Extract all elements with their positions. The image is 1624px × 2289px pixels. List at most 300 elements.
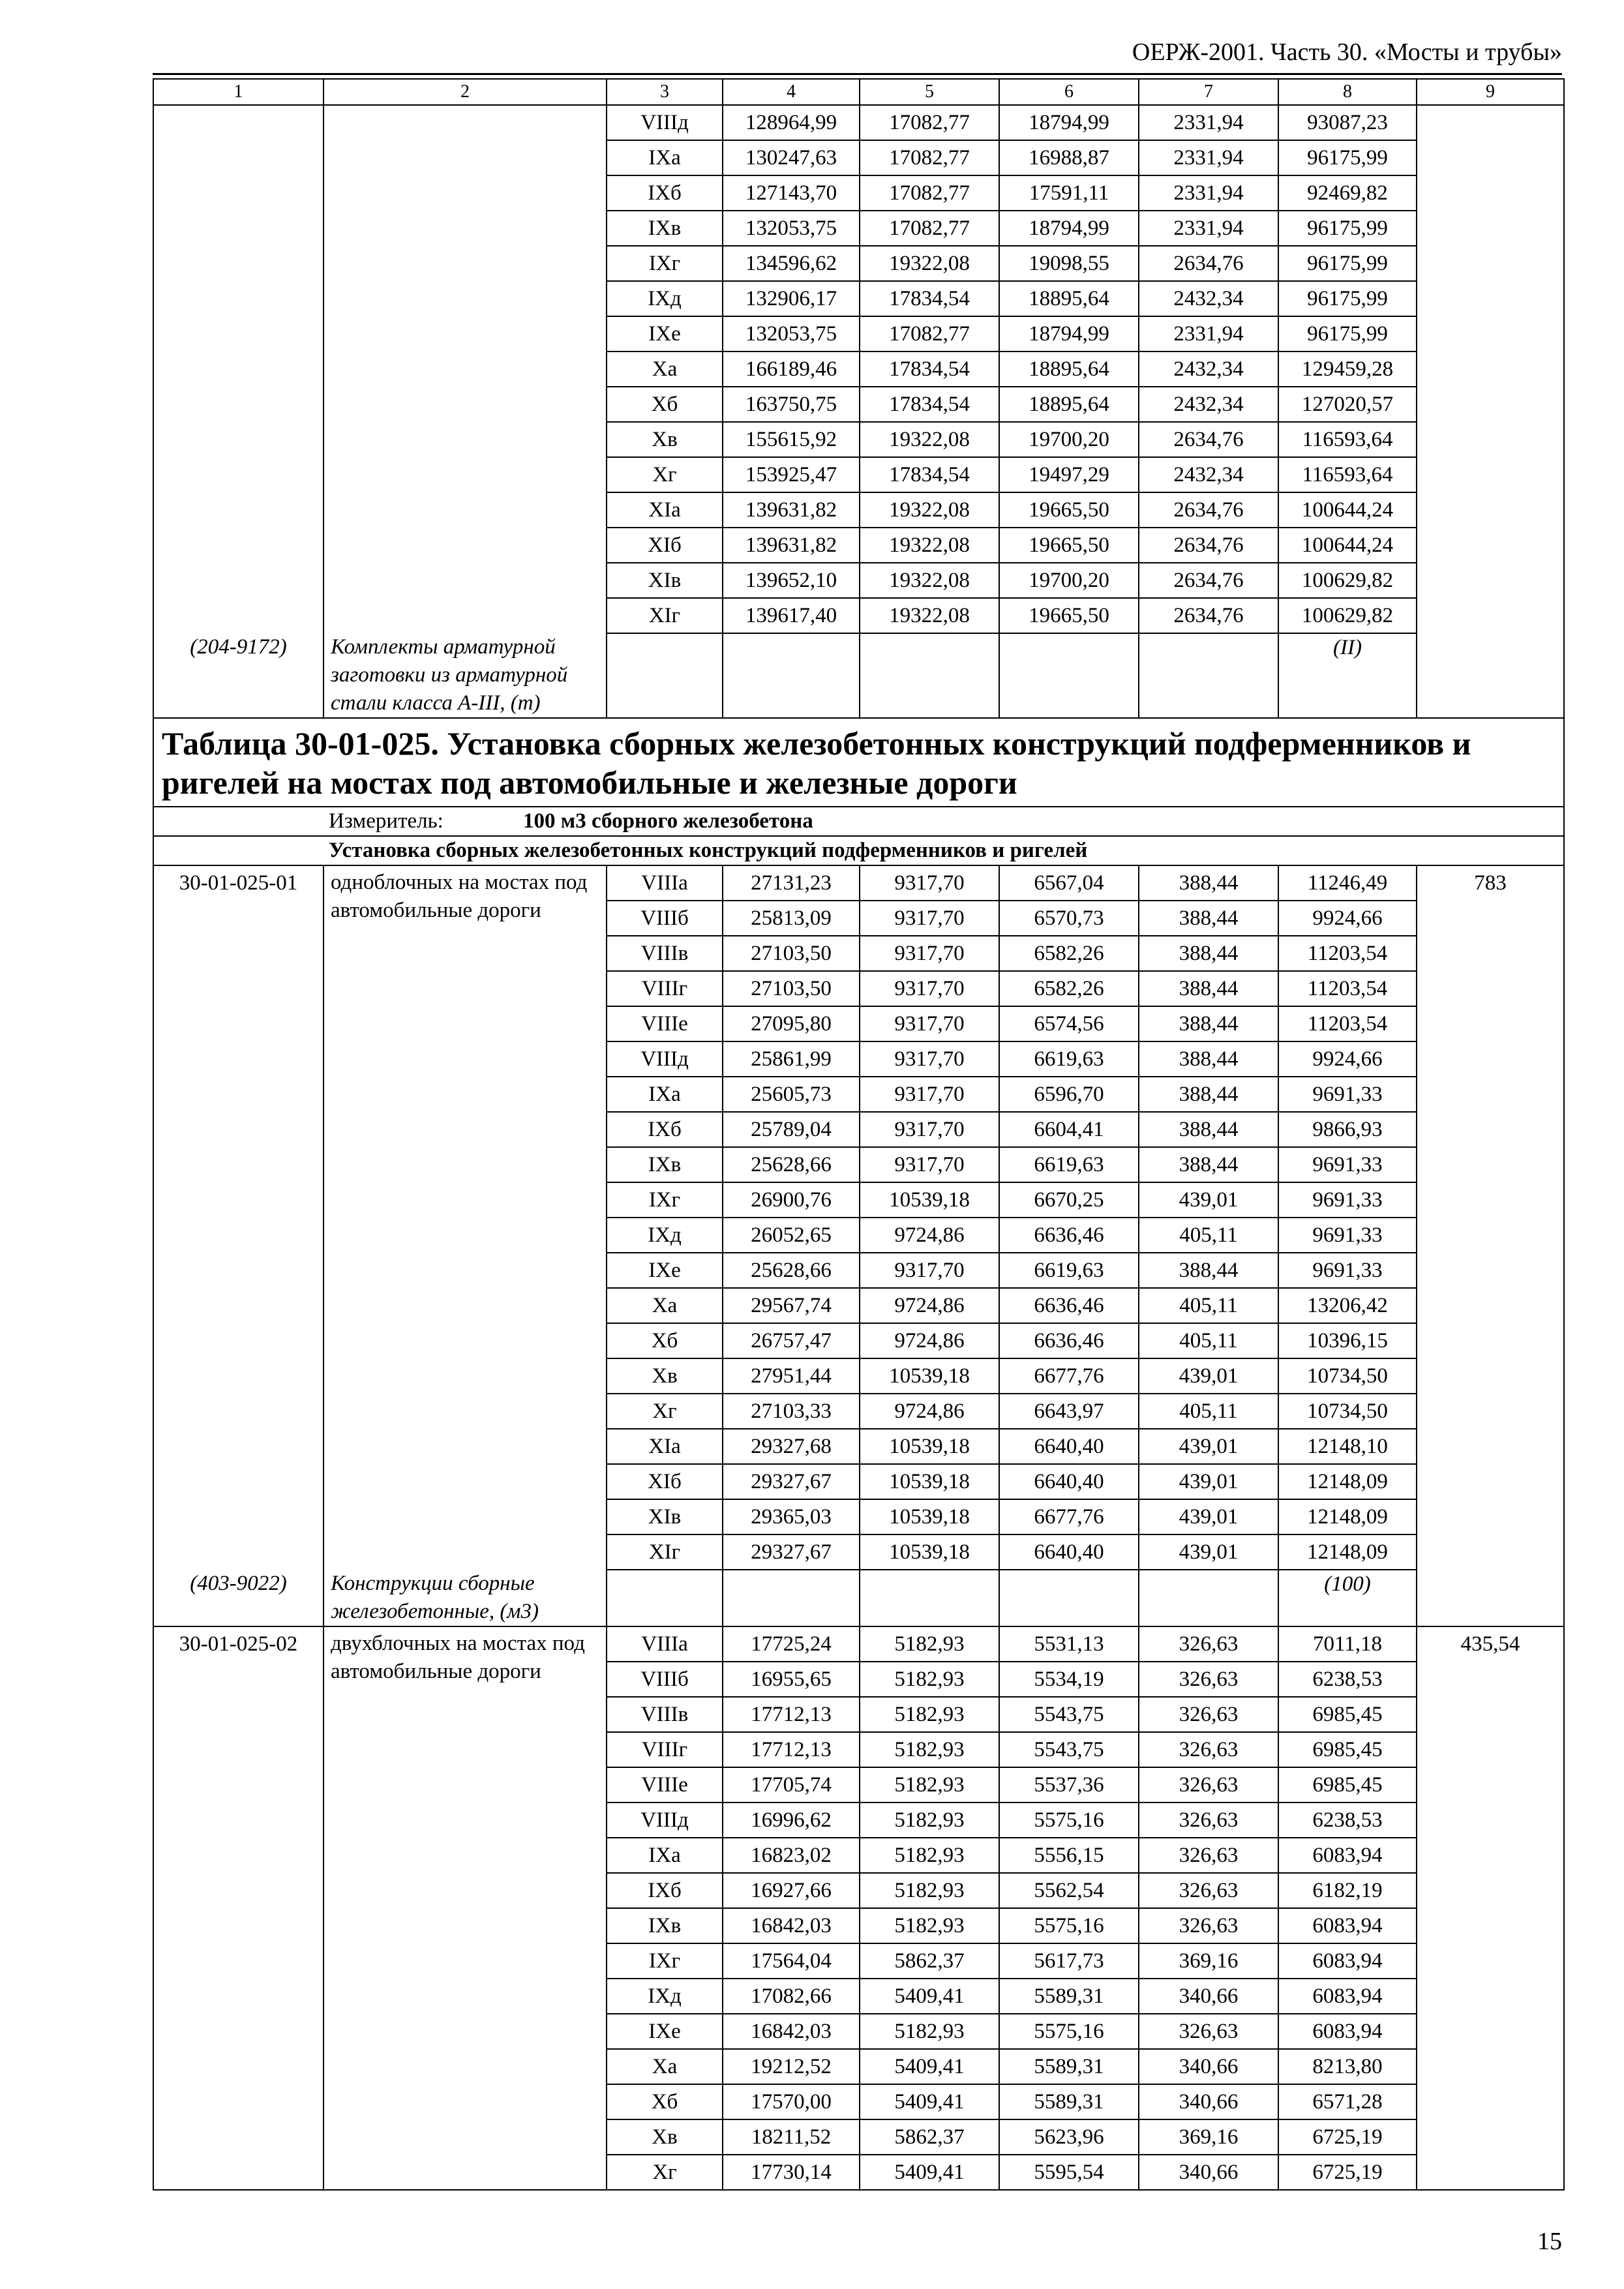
name-cell — [323, 1979, 607, 2014]
subheading-row — [153, 836, 1564, 865]
col9-cell — [1417, 1908, 1564, 1943]
value-cell: 5556,15 — [999, 1838, 1139, 1873]
value-cell: 5182,93 — [860, 1662, 999, 1697]
value-cell: 5182,93 — [860, 1767, 999, 1803]
col9-cell — [1417, 1803, 1564, 1838]
zone-code: IXa — [607, 1077, 723, 1112]
value-cell: 139631,82 — [723, 492, 860, 528]
value-cell: 6985,45 — [1278, 1767, 1417, 1803]
code-cell — [153, 175, 323, 211]
value-cell: 17082,77 — [860, 105, 999, 140]
zone-code: Xa — [607, 352, 723, 387]
value-cell: 6083,94 — [1278, 1908, 1417, 1943]
value-cell: 2634,76 — [1139, 563, 1278, 598]
col9-cell — [1417, 492, 1564, 528]
value-cell: 17712,13 — [723, 1697, 860, 1732]
value-cell: 12148,10 — [1278, 1429, 1417, 1464]
code-cell — [153, 936, 323, 971]
value-cell: 29327,67 — [723, 1464, 860, 1499]
value-cell: 17082,77 — [860, 140, 999, 175]
col9-cell — [1417, 1429, 1564, 1464]
value-cell: 25813,09 — [723, 901, 860, 936]
table-row — [153, 2084, 1564, 2119]
value-cell: 10734,50 — [1278, 1358, 1417, 1394]
name-cell — [323, 1323, 607, 1358]
value-cell: 16927,66 — [723, 1873, 860, 1908]
col9-cell — [1417, 352, 1564, 387]
name-cell — [323, 2049, 607, 2084]
name-cell — [323, 598, 607, 633]
name-cell — [323, 1838, 607, 1873]
name-cell — [323, 563, 607, 598]
value-cell: 5182,93 — [860, 1697, 999, 1732]
table-row — [153, 598, 1564, 633]
value-cell: 405,11 — [1139, 1218, 1278, 1253]
resource-code: (204-9172) — [153, 633, 323, 718]
table-row — [153, 1077, 1564, 1112]
code-cell — [153, 1358, 323, 1394]
value-cell: 5531,13 — [999, 1626, 1139, 1662]
name-cell — [323, 1908, 607, 1943]
column-number: 3 — [607, 79, 723, 105]
value-cell: 17082,77 — [860, 316, 999, 352]
value-cell: 6725,19 — [1278, 2155, 1417, 2190]
value-cell: 326,63 — [1139, 1767, 1278, 1803]
value-cell: 2331,94 — [1139, 211, 1278, 246]
code-cell — [153, 492, 323, 528]
value-cell: 17730,14 — [723, 2155, 860, 2190]
empty-cell — [723, 1570, 860, 1626]
col9-cell — [1417, 1253, 1564, 1288]
value-cell: 16996,62 — [723, 1803, 860, 1838]
value-cell: 96175,99 — [1278, 140, 1417, 175]
value-cell: 8213,80 — [1278, 2049, 1417, 2084]
code-cell — [153, 316, 323, 352]
value-cell: 6677,76 — [999, 1499, 1139, 1534]
zone-code: XIг — [607, 598, 723, 633]
empty-cell — [999, 1570, 1139, 1626]
value-cell: 6083,94 — [1278, 2014, 1417, 2049]
value-cell: 388,44 — [1139, 1147, 1278, 1182]
table-row — [153, 1253, 1564, 1288]
value-cell: 10396,15 — [1278, 1323, 1417, 1358]
name-cell — [323, 1253, 607, 1288]
table-row — [153, 1908, 1564, 1943]
value-cell: 9924,66 — [1278, 1041, 1417, 1077]
value-cell: 6604,41 — [999, 1112, 1139, 1147]
name-cell — [323, 105, 607, 140]
value-cell: 27095,80 — [723, 1006, 860, 1041]
value-cell: 139617,40 — [723, 598, 860, 633]
col9-cell — [1417, 1218, 1564, 1253]
value-cell: 5589,31 — [999, 2084, 1139, 2119]
table-row — [153, 387, 1564, 422]
table-title: Таблица 30-01-025. Установка сборных железобетонных конструкций подферменников и ригелей на мостах под автомобильные и железные дороги — [153, 718, 1564, 807]
value-cell: 26052,65 — [723, 1218, 860, 1253]
zone-code: XIв — [607, 1499, 723, 1534]
name-cell — [323, 140, 607, 175]
value-cell: 5589,31 — [999, 2049, 1139, 2084]
value-cell: 9317,70 — [860, 865, 999, 901]
name-cell — [323, 175, 607, 211]
value-cell: 9724,86 — [860, 1323, 999, 1358]
code-cell — [153, 281, 323, 316]
value-cell: 19497,29 — [999, 457, 1139, 492]
code-cell — [153, 2084, 323, 2119]
code-cell — [153, 901, 323, 936]
value-cell: 9724,86 — [860, 1394, 999, 1429]
table-row — [153, 1626, 1564, 1662]
value-cell: 27103,50 — [723, 971, 860, 1006]
col9-cell — [1417, 1358, 1564, 1394]
value-cell: 19700,20 — [999, 563, 1139, 598]
zone-code: VIIIг — [607, 971, 723, 1006]
value-cell: 163750,75 — [723, 387, 860, 422]
value-cell: 388,44 — [1139, 1112, 1278, 1147]
resource-row — [153, 633, 1564, 718]
table-row — [153, 1979, 1564, 2014]
empty-cell — [860, 1570, 999, 1626]
value-cell: 9724,86 — [860, 1218, 999, 1253]
value-cell: 19322,08 — [860, 492, 999, 528]
code-cell — [153, 1323, 323, 1358]
resource-code: (403-9022) — [153, 1570, 323, 1626]
table-row — [153, 865, 1564, 901]
table-row — [153, 1006, 1564, 1041]
value-cell: 19665,50 — [999, 598, 1139, 633]
zone-code: IXд — [607, 281, 723, 316]
col9-cell — [1417, 1662, 1564, 1697]
resource-row — [153, 1570, 1564, 1626]
entry-code: 30-01-025-01 — [153, 865, 323, 901]
name-cell — [323, 422, 607, 457]
value-cell: 6238,53 — [1278, 1803, 1417, 1838]
table-row — [153, 2014, 1564, 2049]
code-cell — [153, 1534, 323, 1570]
empty-cell — [607, 633, 723, 718]
zone-code: Xв — [607, 422, 723, 457]
table-row — [153, 2155, 1564, 2190]
value-cell: 6636,46 — [999, 1288, 1139, 1323]
col9-cell — [1417, 1006, 1564, 1041]
name-cell — [323, 492, 607, 528]
empty-cell — [607, 1570, 723, 1626]
value-cell: 16842,03 — [723, 1908, 860, 1943]
value-cell: 5182,93 — [860, 2014, 999, 2049]
table-row — [153, 1358, 1564, 1394]
value-cell: 2634,76 — [1139, 422, 1278, 457]
table-row — [153, 528, 1564, 563]
value-cell: 326,63 — [1139, 1662, 1278, 1697]
value-cell: 17591,11 — [999, 175, 1139, 211]
col9-cell — [1417, 1499, 1564, 1534]
code-cell — [153, 140, 323, 175]
entry-code: 30-01-025-02 — [153, 1626, 323, 1662]
value-cell: 6636,46 — [999, 1323, 1139, 1358]
meter-cell — [153, 807, 1564, 836]
value-cell: 2432,34 — [1139, 387, 1278, 422]
table-row — [153, 1182, 1564, 1218]
zone-code: VIIIб — [607, 901, 723, 936]
name-cell — [323, 352, 607, 387]
zone-code: VIIIв — [607, 1697, 723, 1732]
zone-code: IXд — [607, 1218, 723, 1253]
zone-code: IXa — [607, 140, 723, 175]
value-cell: 96175,99 — [1278, 246, 1417, 281]
value-cell: 6619,63 — [999, 1147, 1139, 1182]
code-cell — [153, 422, 323, 457]
zone-code: IXе — [607, 1253, 723, 1288]
value-cell: 5543,75 — [999, 1732, 1139, 1767]
value-cell: 2634,76 — [1139, 246, 1278, 281]
value-cell: 11203,54 — [1278, 971, 1417, 1006]
col9-cell — [1417, 1979, 1564, 2014]
table-row — [153, 1323, 1564, 1358]
name-cell — [323, 1429, 607, 1464]
value-cell: 369,16 — [1139, 2119, 1278, 2155]
value-cell: 5543,75 — [999, 1697, 1139, 1732]
name-cell — [323, 1499, 607, 1534]
value-cell: 18895,64 — [999, 387, 1139, 422]
zone-code: Xб — [607, 387, 723, 422]
value-cell: 10539,18 — [860, 1182, 999, 1218]
code-cell — [153, 1394, 323, 1429]
col9-cell — [1417, 1041, 1564, 1077]
value-cell: 93087,23 — [1278, 105, 1417, 140]
value-cell: 10539,18 — [860, 1429, 999, 1464]
col9-cell — [1417, 422, 1564, 457]
value-cell: 19212,52 — [723, 2049, 860, 2084]
value-cell: 17712,13 — [723, 1732, 860, 1767]
value-cell: 388,44 — [1139, 971, 1278, 1006]
value-cell: 326,63 — [1139, 1626, 1278, 1662]
value-cell: 388,44 — [1139, 1041, 1278, 1077]
value-cell: 16955,65 — [723, 1662, 860, 1697]
subheading: Установка сборных железобетонных конструкций подферменников и ригелей — [153, 836, 1564, 865]
empty-cell — [1139, 633, 1278, 718]
value-cell: 5862,37 — [860, 1943, 999, 1979]
value-cell: 100629,82 — [1278, 563, 1417, 598]
value-cell: 9317,70 — [860, 1253, 999, 1288]
name-cell — [323, 1464, 607, 1499]
name-cell — [323, 1873, 607, 1908]
empty-cell — [1139, 1570, 1278, 1626]
col9-cell — [1417, 1732, 1564, 1767]
table-title-row — [153, 718, 1564, 807]
table-row — [153, 1394, 1564, 1429]
value-cell: 5562,54 — [999, 1873, 1139, 1908]
value-cell: 100629,82 — [1278, 598, 1417, 633]
value-cell: 134596,62 — [723, 246, 860, 281]
value-cell: 27103,33 — [723, 1394, 860, 1429]
col9-cell — [1417, 598, 1564, 633]
value-cell: 16842,03 — [723, 2014, 860, 2049]
value-cell: 25789,04 — [723, 1112, 860, 1147]
zone-code: IXе — [607, 316, 723, 352]
zone-code: VIIIд — [607, 105, 723, 140]
value-cell: 19322,08 — [860, 528, 999, 563]
value-cell: 19665,50 — [999, 528, 1139, 563]
running-header: ОЕРЖ-2001. Часть 30. «Мосты и трубы» — [1132, 38, 1562, 66]
col9-cell — [1417, 1323, 1564, 1358]
value-cell: 17564,04 — [723, 1943, 860, 1979]
col9-cell — [1417, 175, 1564, 211]
col9-cell — [1417, 1873, 1564, 1908]
code-cell — [153, 1908, 323, 1943]
value-cell: 19322,08 — [860, 563, 999, 598]
name-cell — [323, 2155, 607, 2190]
value-cell: 130247,63 — [723, 140, 860, 175]
table-row — [153, 352, 1564, 387]
empty-cell — [1417, 633, 1564, 718]
col9-cell — [1417, 1394, 1564, 1429]
empty-cell — [860, 633, 999, 718]
value-cell: 326,63 — [1139, 1697, 1278, 1732]
value-cell: 2634,76 — [1139, 528, 1278, 563]
col9-cell — [1417, 2049, 1564, 2084]
entry-name: двухблочных на мостах под автомобильные дороги — [323, 1626, 607, 1732]
value-cell: 19700,20 — [999, 422, 1139, 457]
code-cell — [153, 1429, 323, 1464]
value-cell: 2432,34 — [1139, 457, 1278, 492]
value-cell: 326,63 — [1139, 1908, 1278, 1943]
entry-name: одноблочных на мостах под автомобильные дороги — [323, 865, 607, 971]
value-cell: 27951,44 — [723, 1358, 860, 1394]
value-cell: 439,01 — [1139, 1429, 1278, 1464]
value-cell: 5595,54 — [999, 2155, 1139, 2190]
value-cell: 29567,74 — [723, 1288, 860, 1323]
table-row — [153, 1943, 1564, 1979]
meter-value: 100 м3 сборного железобетона — [523, 809, 813, 833]
zone-code: XIг — [607, 1534, 723, 1570]
zone-code: Xв — [607, 1358, 723, 1394]
name-cell — [323, 2119, 607, 2155]
value-cell: 2432,34 — [1139, 281, 1278, 316]
value-cell: 6083,94 — [1278, 1943, 1417, 1979]
value-cell: 6182,19 — [1278, 1873, 1417, 1908]
value-cell: 326,63 — [1139, 1873, 1278, 1908]
zone-code: VIIIб — [607, 1662, 723, 1697]
zone-code: Xг — [607, 457, 723, 492]
table-row — [153, 1534, 1564, 1570]
value-cell: 5182,93 — [860, 1803, 999, 1838]
header-rule — [153, 73, 1562, 75]
name-cell — [323, 1182, 607, 1218]
value-cell: 2331,94 — [1139, 105, 1278, 140]
value-cell: 18895,64 — [999, 281, 1139, 316]
zone-code: VIIIг — [607, 1732, 723, 1767]
value-cell: 12148,09 — [1278, 1464, 1417, 1499]
name-cell — [323, 2084, 607, 2119]
code-cell — [153, 352, 323, 387]
value-cell: 29327,68 — [723, 1429, 860, 1464]
value-cell: 17834,54 — [860, 281, 999, 316]
zone-code: IXв — [607, 211, 723, 246]
column-number: 9 — [1417, 79, 1564, 105]
value-cell: 132053,75 — [723, 316, 860, 352]
zone-code: Xa — [607, 1288, 723, 1323]
name-cell — [323, 1041, 607, 1077]
table-row — [153, 1112, 1564, 1147]
code-cell — [153, 1288, 323, 1323]
zone-code: VIIIд — [607, 1803, 723, 1838]
empty-cell — [1417, 1570, 1564, 1626]
value-cell: 388,44 — [1139, 1077, 1278, 1112]
value-cell: 5575,16 — [999, 2014, 1139, 2049]
zone-code: IXе — [607, 2014, 723, 2049]
value-cell: 9691,33 — [1278, 1182, 1417, 1218]
table-row — [153, 246, 1564, 281]
zone-code: IXб — [607, 175, 723, 211]
value-cell: 326,63 — [1139, 2014, 1278, 2049]
value-cell: 17705,74 — [723, 1767, 860, 1803]
name-cell — [323, 1218, 607, 1253]
value-cell: 18211,52 — [723, 2119, 860, 2155]
value-cell: 388,44 — [1139, 936, 1278, 971]
zone-code: XIa — [607, 492, 723, 528]
value-cell: 18794,99 — [999, 211, 1139, 246]
meter-label: Измеритель: — [329, 809, 444, 833]
code-cell — [153, 1253, 323, 1288]
col9-cell — [1417, 1838, 1564, 1873]
norm-value: 435,54 — [1417, 1626, 1564, 1662]
table-row — [153, 971, 1564, 1006]
value-cell: 17082,66 — [723, 1979, 860, 2014]
col9-cell — [1417, 1767, 1564, 1803]
value-cell: 5182,93 — [860, 1626, 999, 1662]
name-cell — [323, 281, 607, 316]
value-cell: 17570,00 — [723, 2084, 860, 2119]
value-cell: 340,66 — [1139, 2084, 1278, 2119]
value-cell: 100644,24 — [1278, 492, 1417, 528]
value-cell: 5589,31 — [999, 1979, 1139, 2014]
name-cell — [323, 1147, 607, 1182]
col9-cell — [1417, 105, 1564, 140]
table-row — [153, 563, 1564, 598]
code-cell — [153, 1873, 323, 1908]
name-cell — [323, 1732, 607, 1767]
table-row — [153, 175, 1564, 211]
value-cell: 340,66 — [1139, 2049, 1278, 2084]
value-cell: 9866,93 — [1278, 1112, 1417, 1147]
value-cell: 9317,70 — [860, 1006, 999, 1041]
zone-code: XIб — [607, 1464, 723, 1499]
value-cell: 6571,28 — [1278, 2084, 1417, 2119]
table-row — [153, 1499, 1564, 1534]
code-cell — [153, 387, 323, 422]
value-cell: 9317,70 — [860, 971, 999, 1006]
value-cell: 405,11 — [1139, 1323, 1278, 1358]
zone-code: XIa — [607, 1429, 723, 1464]
code-cell — [153, 1697, 323, 1732]
name-cell — [323, 316, 607, 352]
col9-cell — [1417, 936, 1564, 971]
value-cell: 9317,70 — [860, 1112, 999, 1147]
value-cell: 6985,45 — [1278, 1732, 1417, 1767]
name-cell — [323, 1767, 607, 1803]
table-row — [153, 422, 1564, 457]
zone-code: VIIIд — [607, 1041, 723, 1077]
value-cell: 405,11 — [1139, 1394, 1278, 1429]
name-cell — [323, 1077, 607, 1112]
value-cell: 128964,99 — [723, 105, 860, 140]
value-cell: 6619,63 — [999, 1253, 1139, 1288]
value-cell: 92469,82 — [1278, 175, 1417, 211]
value-cell: 5409,41 — [860, 1979, 999, 2014]
zone-code: IXa — [607, 1838, 723, 1873]
col9-cell — [1417, 528, 1564, 563]
column-number: 8 — [1278, 79, 1417, 105]
